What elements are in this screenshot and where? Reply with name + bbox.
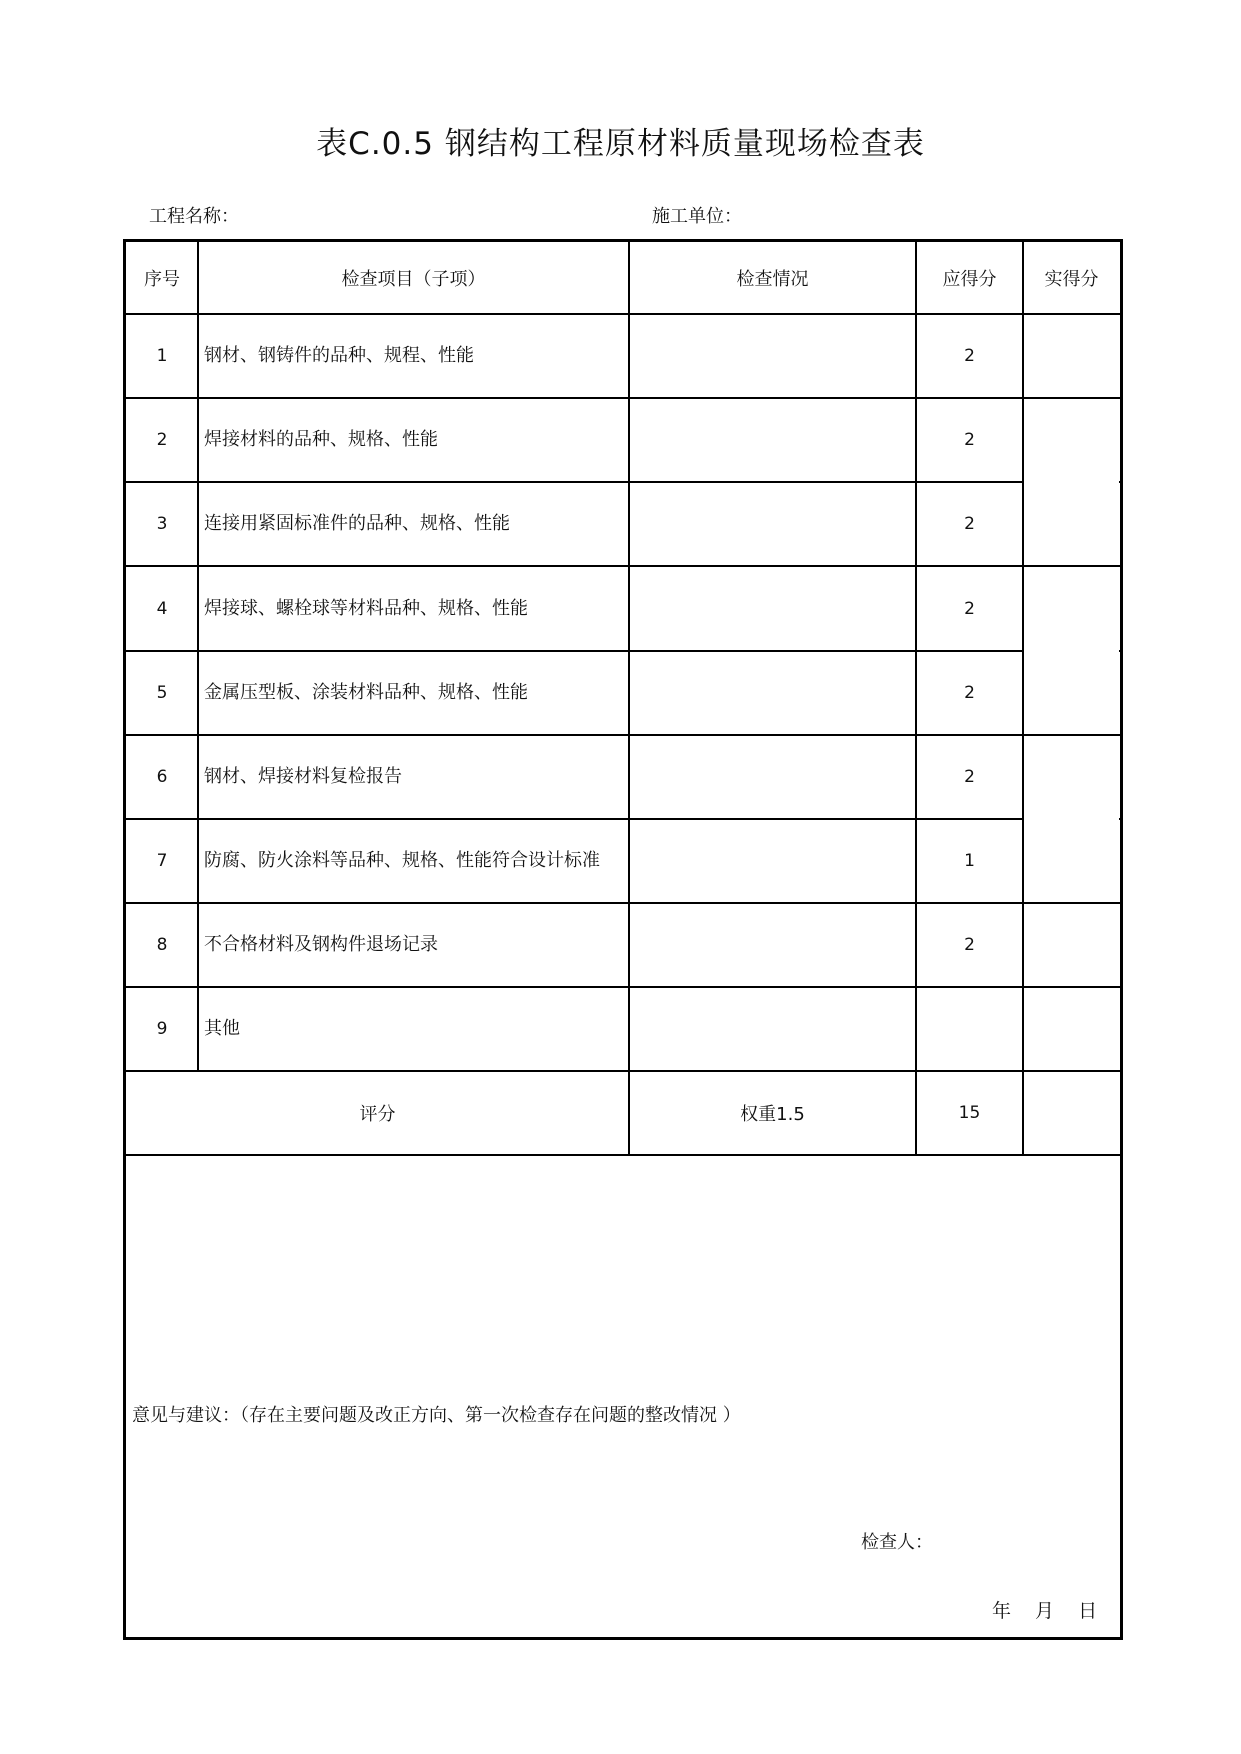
row-index: 3 [156,514,168,534]
score-expected-total: 15 [958,1103,981,1123]
row-expected-score: 2 [964,514,975,534]
row-index: 4 [156,598,168,619]
row-check-item: 焊接球、螺栓球等材料品种、规格、性能 [204,597,528,619]
row-expected-score: 2 [964,683,975,703]
inspection-table [123,239,1123,1640]
row-check-status [629,903,916,987]
row-index: 8 [156,935,168,955]
date-label: 年 月 日 [992,1600,1098,1622]
row-index: 1 [156,346,168,366]
row-expected-score [916,987,1023,1071]
row-actual-score [1023,314,1120,398]
row-check-item: 金属压型板、涂装材料品种、规格、性能 [204,682,528,703]
row-expected-score: 1 [964,851,975,871]
score-actual-total [1023,1071,1120,1155]
row-actual-score [1023,735,1120,903]
row-index: 5 [156,683,168,703]
row-check-status [629,482,916,566]
row-check-item: 防腐、防火涂料等品种、规格、性能符合设计标准 [204,850,600,871]
page-title: 表C.0.5 钢结构工程原材料质量现场检查表 [316,126,925,162]
score-weight: 权重1.5 [740,1104,805,1125]
row-check-item: 钢材、焊接材料复检报告 [204,766,402,787]
row-index: 9 [156,1019,168,1039]
row-check-item: 其他 [204,1018,240,1039]
project-name-label: 工程名称： [149,206,239,227]
header-expected-score: 应得分 [942,269,997,290]
row-check-item: 焊接材料的品种、规格、性能 [204,429,438,450]
inspector-label: 检查人： [861,1532,933,1553]
header-index: 序号 [144,269,180,290]
row-check-status [629,314,916,398]
opinion-label: 意见与建议：（存在主要问题及改正方向、第一次检查存在问题的整改情况 ） [132,1405,741,1426]
row-index: 6 [156,767,168,787]
row-check-item: 连接用紧固标准件的品种、规格、性能 [204,513,510,534]
row-check-status [629,735,916,819]
score-label: 评分 [359,1104,396,1125]
row-expected-score: 2 [964,430,975,450]
header-item: 检查项目（子项） [341,269,486,290]
contractor-label: 施工单位： [652,206,742,227]
row-check-status [629,651,916,735]
row-index: 7 [156,851,168,871]
row-check-status [629,819,916,903]
row-expected-score: 2 [964,598,975,619]
row-check-status [629,566,916,651]
row-check-item: 钢材、钢铸件的品种、规程、性能 [204,345,474,366]
row-actual-score [1023,987,1120,1071]
row-index: 2 [156,430,168,450]
row-actual-score [1023,398,1120,566]
row-expected-score: 2 [964,767,975,787]
header-actual-score: 实得分 [1044,269,1099,290]
row-expected-score: 2 [964,346,975,366]
row-actual-score [1023,903,1120,987]
row-expected-score: 2 [964,935,975,955]
row-check-item: 不合格材料及钢构件退场记录 [204,934,438,955]
header-status: 检查情况 [736,269,809,290]
row-check-status [629,398,916,482]
row-actual-score [1023,566,1120,735]
row-check-status [629,987,916,1071]
